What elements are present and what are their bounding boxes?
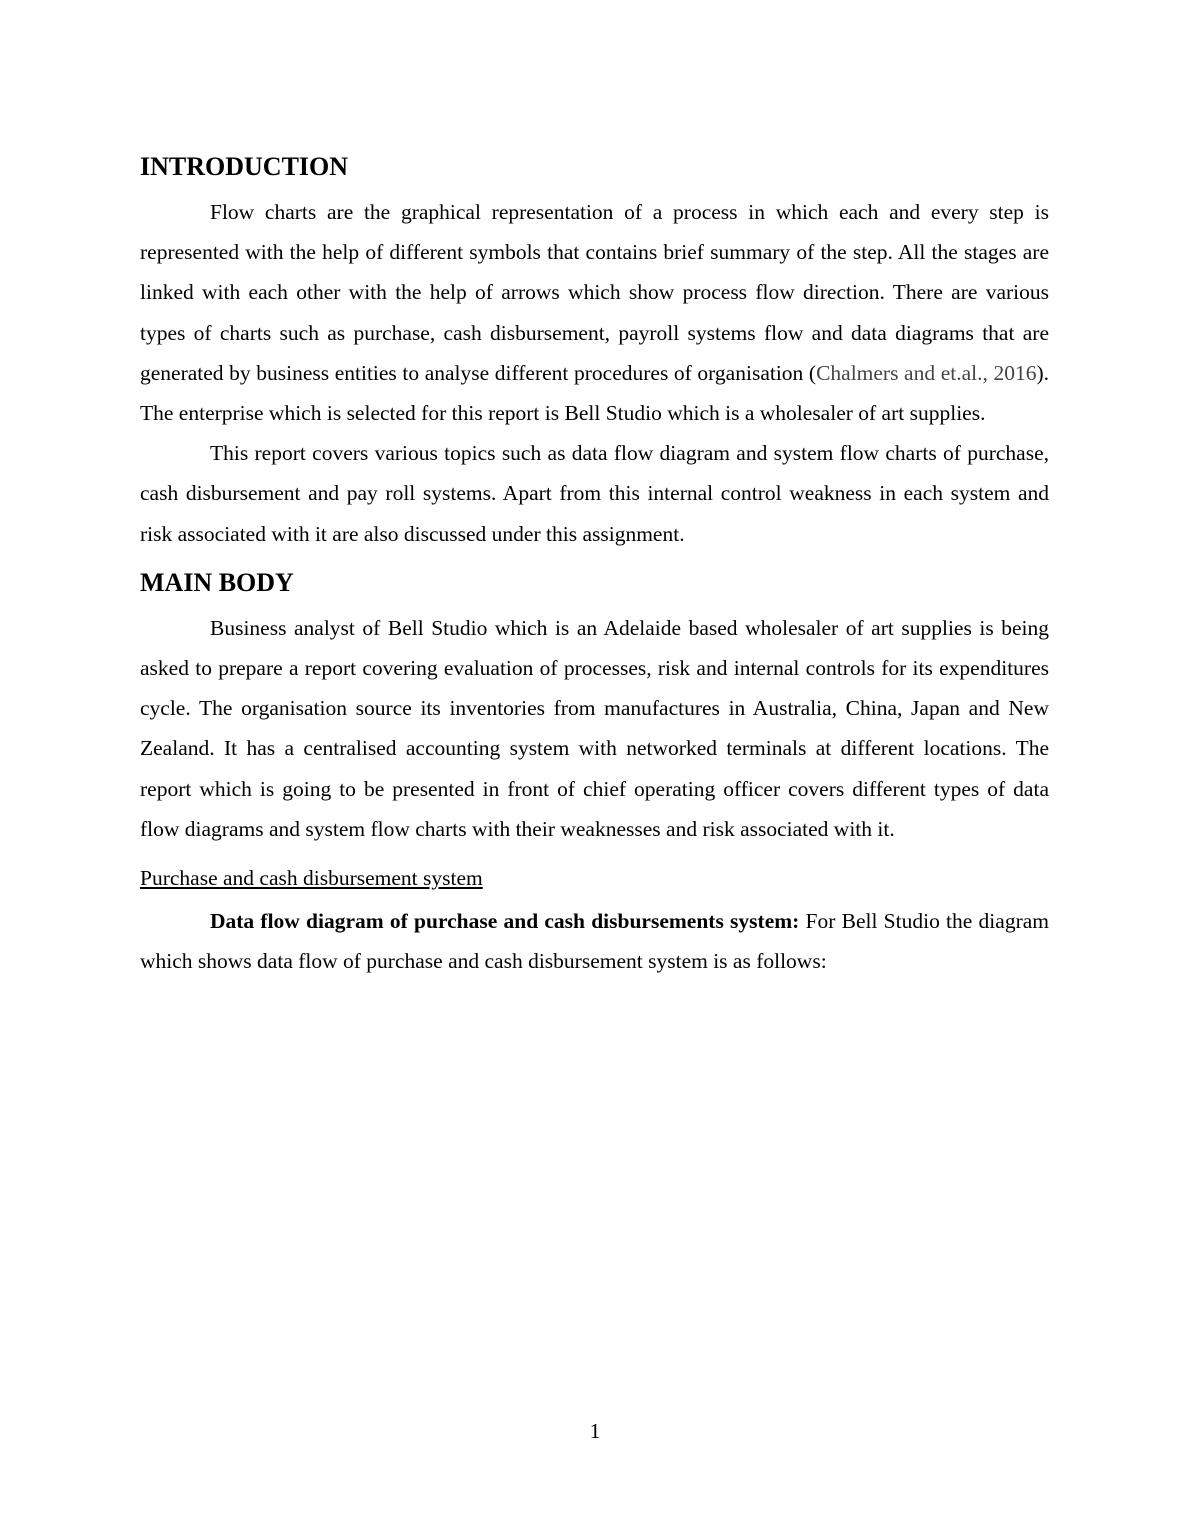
introduction-paragraph-1 [140,192,1049,433]
main-body-paragraph-2 [140,901,1049,981]
main-body-paragraph-1: Business analyst of Bell Studio which is an Adelaide based wholesaler of art supplies is being asked to prepare a report covering evaluation of processes, risk and internal controls for its expenditures cycle. The organisation source its inventories from manufactures in Australia, China, Japan and New Zealand. It has a centralised accounting system with networked terminals at different locations. The report which is going to be presented in front of chief operating officer covers different types of data flow diagrams and system flow charts with their weaknesses and risk associated with it. [140,615,1049,841]
purchase-system-subheading: Purchase and cash disbursement system [140,866,483,891]
citation: Chalmers and et.al., 2016 [816,360,1037,385]
introduction-heading: INTRODUCTION [140,152,349,181]
dfd-lead-in: Data flow diagram of purchase and cash disbursements system: [210,909,800,934]
introduction-text-end: ). The enterprise which is selected for this report is Bell Studio which is a wholesaler of art supplies. [140,360,1049,426]
dfd-description: For Bell Studio the diagram which shows data flow of purchase and cash disbursement system is as follows: [140,909,1049,974]
introduction-paragraph-2: This report covers various topics such as data flow diagram and system flow charts of purchase, cash disbursement and pay roll systems. Apart from this internal control weakness in each system and risk associated with it are also discussed under this assignment. [140,441,1049,546]
document-page [140,150,1049,981]
introduction-text-start: Flow charts are the graphical representation of a process in which each and every step is represented with the help of different symbols that contains brief summary of the step. All the stages are linked with each other with the help of arrows which show process flow direction. There are various types of charts such as purchase, cash disbursement, payroll systems flow and data diagrams that are generated by business entities to analyse different procedures of organisation ( [140,200,1049,385]
page-number: 1 [589,1419,601,1443]
main-body-heading: MAIN BODY [140,567,294,597]
